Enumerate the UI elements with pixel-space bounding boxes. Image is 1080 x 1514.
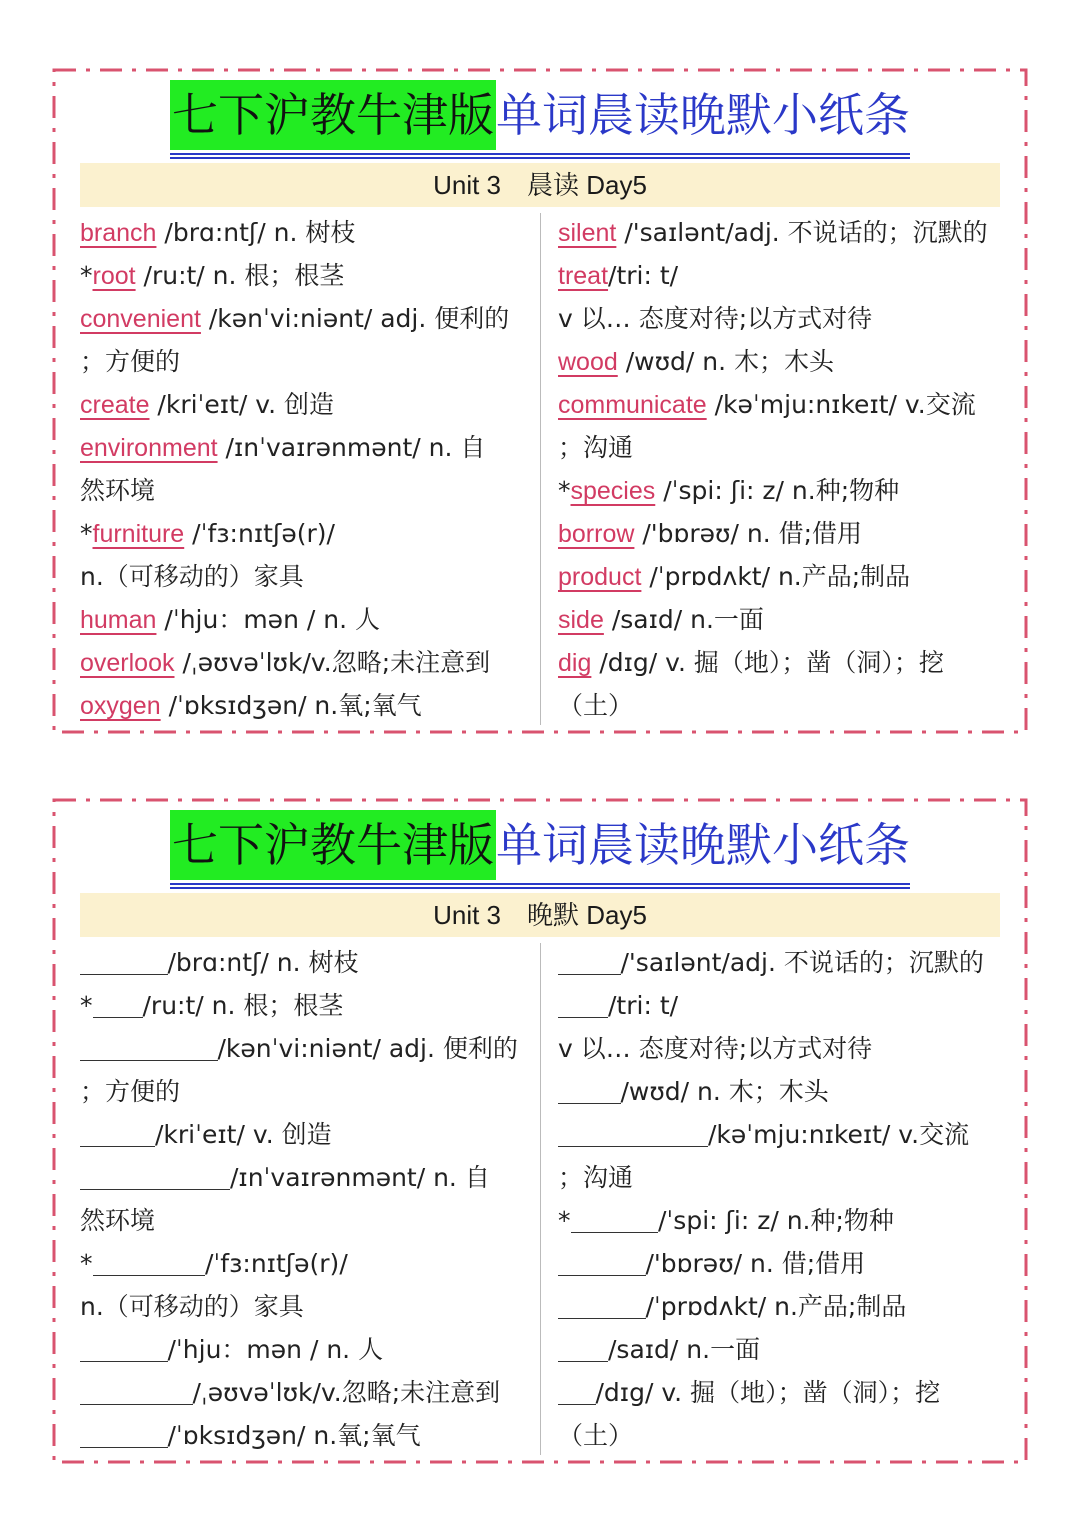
vocab-word: borrow xyxy=(558,520,635,548)
star-mark: * xyxy=(558,476,571,505)
word-definition: /ˈspi: ʃi: z/ n.种;物种 xyxy=(658,1206,894,1235)
vocab-word: create xyxy=(80,391,150,419)
dictation-line xyxy=(558,1414,1000,1457)
vocab-word: side xyxy=(558,606,604,634)
word-definition: /kəˈmju:nɪkeɪt/ v.交流 xyxy=(708,1120,970,1149)
word-line xyxy=(80,297,530,340)
vocab-word: convenient xyxy=(80,305,201,333)
dictation-line xyxy=(80,1199,530,1242)
word-definition: /ˌəʊvəˈlʊk/v.忽略;未注意到 xyxy=(192,1378,501,1407)
word-line xyxy=(558,426,1000,469)
dictation-line xyxy=(558,941,1000,984)
dictation-line xyxy=(558,1328,1000,1371)
word-line xyxy=(558,297,1000,340)
title-blue: 单词晨读晚默小纸条 xyxy=(496,88,910,142)
dictation-line xyxy=(558,1199,1000,1242)
column-divider xyxy=(540,943,541,1455)
word-definition: /saɪd/ n.一面 xyxy=(603,605,764,634)
dictation-line xyxy=(80,1371,530,1414)
word-definition: ；沟通 xyxy=(558,1163,634,1192)
vocab-word: wood xyxy=(558,348,618,376)
blank-column-left xyxy=(80,941,530,1457)
word-line xyxy=(558,684,1000,727)
word-definition: /ˈprɒdʌkt/ n.产品;制品 xyxy=(645,1292,907,1321)
word-definition: /tri: t/ xyxy=(608,991,679,1020)
word-definition: /'bɒrəʊ/ n. 借;借用 xyxy=(645,1249,866,1278)
star-mark: * xyxy=(80,261,93,290)
vocab-word: furniture xyxy=(92,520,185,548)
word-definition: /brɑ:ntʃ/ n. 树枝 xyxy=(167,948,359,977)
word-line xyxy=(558,340,1000,383)
dictation-line xyxy=(80,1242,530,1285)
vocab-word: dig xyxy=(558,649,592,677)
title-underline xyxy=(170,157,910,159)
star-mark: * xyxy=(80,519,93,548)
word-definition: /kənˈvi:niənt/ adj. 便利的 xyxy=(217,1034,518,1063)
word-line xyxy=(558,469,1000,512)
section-header: Unit 3 晚默 Day5 xyxy=(80,893,1000,937)
title-highlight: 七下沪教牛津版 xyxy=(170,80,496,150)
dictation-line xyxy=(80,1027,530,1070)
word-line xyxy=(558,383,1000,426)
word-definition: /ˈhju：mən / n. 人 xyxy=(156,605,380,634)
word-definition: /wʊd/ n. 木；木头 xyxy=(617,347,835,376)
word-line xyxy=(558,641,1000,684)
dictation-line xyxy=(80,1285,530,1328)
dictation-line xyxy=(80,1414,530,1457)
word-line xyxy=(80,512,530,555)
word-definition: /kənˈvi:niənt/ adj. 便利的 xyxy=(200,304,510,333)
dictation-line xyxy=(80,1328,530,1371)
word-line xyxy=(558,598,1000,641)
word-definition: n.（可移动的）家具 xyxy=(80,562,304,591)
answer-blank xyxy=(558,1245,646,1276)
title-underline xyxy=(170,887,910,889)
vocab-word: silent xyxy=(558,219,617,247)
word-definition: /dɪg/ v. 掘（地）；凿（洞）；挖 xyxy=(591,648,944,677)
answer-blank xyxy=(558,1331,608,1362)
word-line xyxy=(80,426,530,469)
dictation-line xyxy=(558,1242,1000,1285)
answer-blank xyxy=(571,1202,659,1233)
dictation-line xyxy=(80,1113,530,1156)
vocab-word: communicate xyxy=(558,391,707,419)
answer-blank xyxy=(80,1030,218,1061)
vocab-word: oxygen xyxy=(80,692,161,720)
word-definition: /ˈfɜ:nɪtʃə(r)/ xyxy=(184,519,335,548)
vocab-word: species xyxy=(570,477,656,505)
word-definition: ；沟通 xyxy=(558,433,634,462)
word-line xyxy=(80,469,530,512)
dictation-line xyxy=(558,1070,1000,1113)
word-line xyxy=(558,254,1000,297)
word-definition: /ˈɒksɪdʒən/ n.氧;氧气 xyxy=(167,1421,421,1450)
column-divider xyxy=(540,213,541,725)
vocab-word: treat xyxy=(558,262,609,290)
answer-blank xyxy=(558,944,621,975)
word-definition: /saɪd/ n.一面 xyxy=(608,1335,761,1364)
word-line xyxy=(558,512,1000,555)
word-line xyxy=(80,211,530,254)
word-definition: /tri: t/ xyxy=(608,261,679,290)
answer-blank xyxy=(80,1374,193,1405)
word-definition: /ˈspi: ʃi: z/ n.种;物种 xyxy=(655,476,900,505)
dictation-line xyxy=(558,1285,1000,1328)
dictation-line xyxy=(558,1156,1000,1199)
word-definition: /kəˈmju:nɪkeɪt/ v.交流 xyxy=(706,390,976,419)
answer-blank xyxy=(93,987,143,1018)
word-definition: ；方便的 xyxy=(80,1077,181,1106)
word-definition: /ˈfɜ:nɪtʃə(r)/ xyxy=(205,1249,348,1278)
word-definition: 然环境 xyxy=(80,1206,156,1235)
answer-blank xyxy=(80,1159,230,1190)
word-definition: /kriˈeɪt/ v. 创造 xyxy=(149,390,335,419)
word-line xyxy=(80,598,530,641)
word-column-left xyxy=(80,211,530,727)
word-definition: /'saɪlənt/adj. 不说话的；沉默的 xyxy=(616,218,988,247)
vocab-word: overlook xyxy=(80,649,175,677)
word-definition: /brɑ:ntʃ/ n. 树枝 xyxy=(156,218,356,247)
word-definition: /wʊd/ n. 木；木头 xyxy=(620,1077,829,1106)
page-title xyxy=(52,810,1028,888)
word-line xyxy=(558,555,1000,598)
word-line xyxy=(80,383,530,426)
blank-column-right xyxy=(558,941,1000,1457)
word-line xyxy=(80,340,530,383)
morning-reading-card xyxy=(52,68,1028,734)
star-mark: * xyxy=(80,991,93,1020)
dictation-line xyxy=(80,1070,530,1113)
word-line xyxy=(80,684,530,727)
section-header: Unit 3 晨读 Day5 xyxy=(80,163,1000,207)
vocab-word: root xyxy=(92,262,136,290)
word-definition: /kriˈeɪt/ v. 创造 xyxy=(155,1120,332,1149)
word-line xyxy=(80,254,530,297)
word-definition: v 以… 态度对待;以方式对待 xyxy=(558,1034,873,1063)
title-blue: 单词晨读晚默小纸条 xyxy=(496,818,910,872)
vocab-word: product xyxy=(558,563,642,591)
answer-blank xyxy=(80,944,168,975)
word-definition: /ɪnˈvaɪrənmənt/ n. 自 xyxy=(230,1163,490,1192)
vocab-word: human xyxy=(80,606,157,634)
word-definition: 然环境 xyxy=(80,476,156,505)
evening-dictation-card xyxy=(52,798,1028,1464)
word-line xyxy=(80,641,530,684)
title-highlight: 七下沪教牛津版 xyxy=(170,810,496,880)
word-definition: /ˌəʊvəˈlʊk/v.忽略;未注意到 xyxy=(174,648,491,677)
word-definition: /'saɪlənt/adj. 不说话的；沉默的 xyxy=(620,948,984,977)
word-definition: ；方便的 xyxy=(80,347,181,376)
dictation-line xyxy=(558,1027,1000,1070)
vocab-word: environment xyxy=(80,434,218,462)
word-definition: /ˈhju：mən / n. 人 xyxy=(167,1335,384,1364)
answer-blank xyxy=(558,987,608,1018)
word-definition: v 以… 态度对待;以方式对待 xyxy=(558,304,873,333)
answer-blank xyxy=(558,1288,646,1319)
word-line xyxy=(558,211,1000,254)
word-definition: n.（可移动的）家具 xyxy=(80,1292,304,1321)
word-definition: （土） xyxy=(558,691,634,720)
word-column-right xyxy=(558,211,1000,727)
star-mark: * xyxy=(80,1249,93,1278)
answer-blank xyxy=(93,1245,206,1276)
word-definition: /ru:t/ n. 根；根茎 xyxy=(142,991,344,1020)
vocab-word: branch xyxy=(80,219,157,247)
answer-blank xyxy=(80,1116,155,1147)
word-definition: /dɪg/ v. 掘（地）；凿（洞）；挖 xyxy=(595,1378,941,1407)
page-title xyxy=(52,80,1028,158)
dictation-line xyxy=(558,984,1000,1027)
word-line xyxy=(80,555,530,598)
answer-blank xyxy=(80,1331,168,1362)
dictation-line xyxy=(80,1156,530,1199)
answer-blank xyxy=(80,1417,168,1448)
dictation-line xyxy=(558,1113,1000,1156)
dictation-line xyxy=(80,941,530,984)
word-definition: /ɪnˈvaɪrənmənt/ n. 自 xyxy=(217,433,486,462)
star-mark: * xyxy=(558,1206,571,1235)
answer-blank xyxy=(558,1073,621,1104)
answer-blank xyxy=(558,1374,596,1405)
title-underline xyxy=(170,153,910,155)
word-definition: /'bɒrəʊ/ n. 借;借用 xyxy=(634,519,863,548)
title-underline xyxy=(170,883,910,885)
word-definition: /ru:t/ n. 根；根茎 xyxy=(135,261,345,290)
word-definition: /ˈprɒdʌkt/ n.产品;制品 xyxy=(641,562,911,591)
dictation-line xyxy=(80,984,530,1027)
word-definition: /ˈɒksɪdʒən/ n.氧;氧气 xyxy=(160,691,422,720)
dictation-line xyxy=(558,1371,1000,1414)
answer-blank xyxy=(558,1116,708,1147)
word-definition: （土） xyxy=(558,1421,634,1450)
